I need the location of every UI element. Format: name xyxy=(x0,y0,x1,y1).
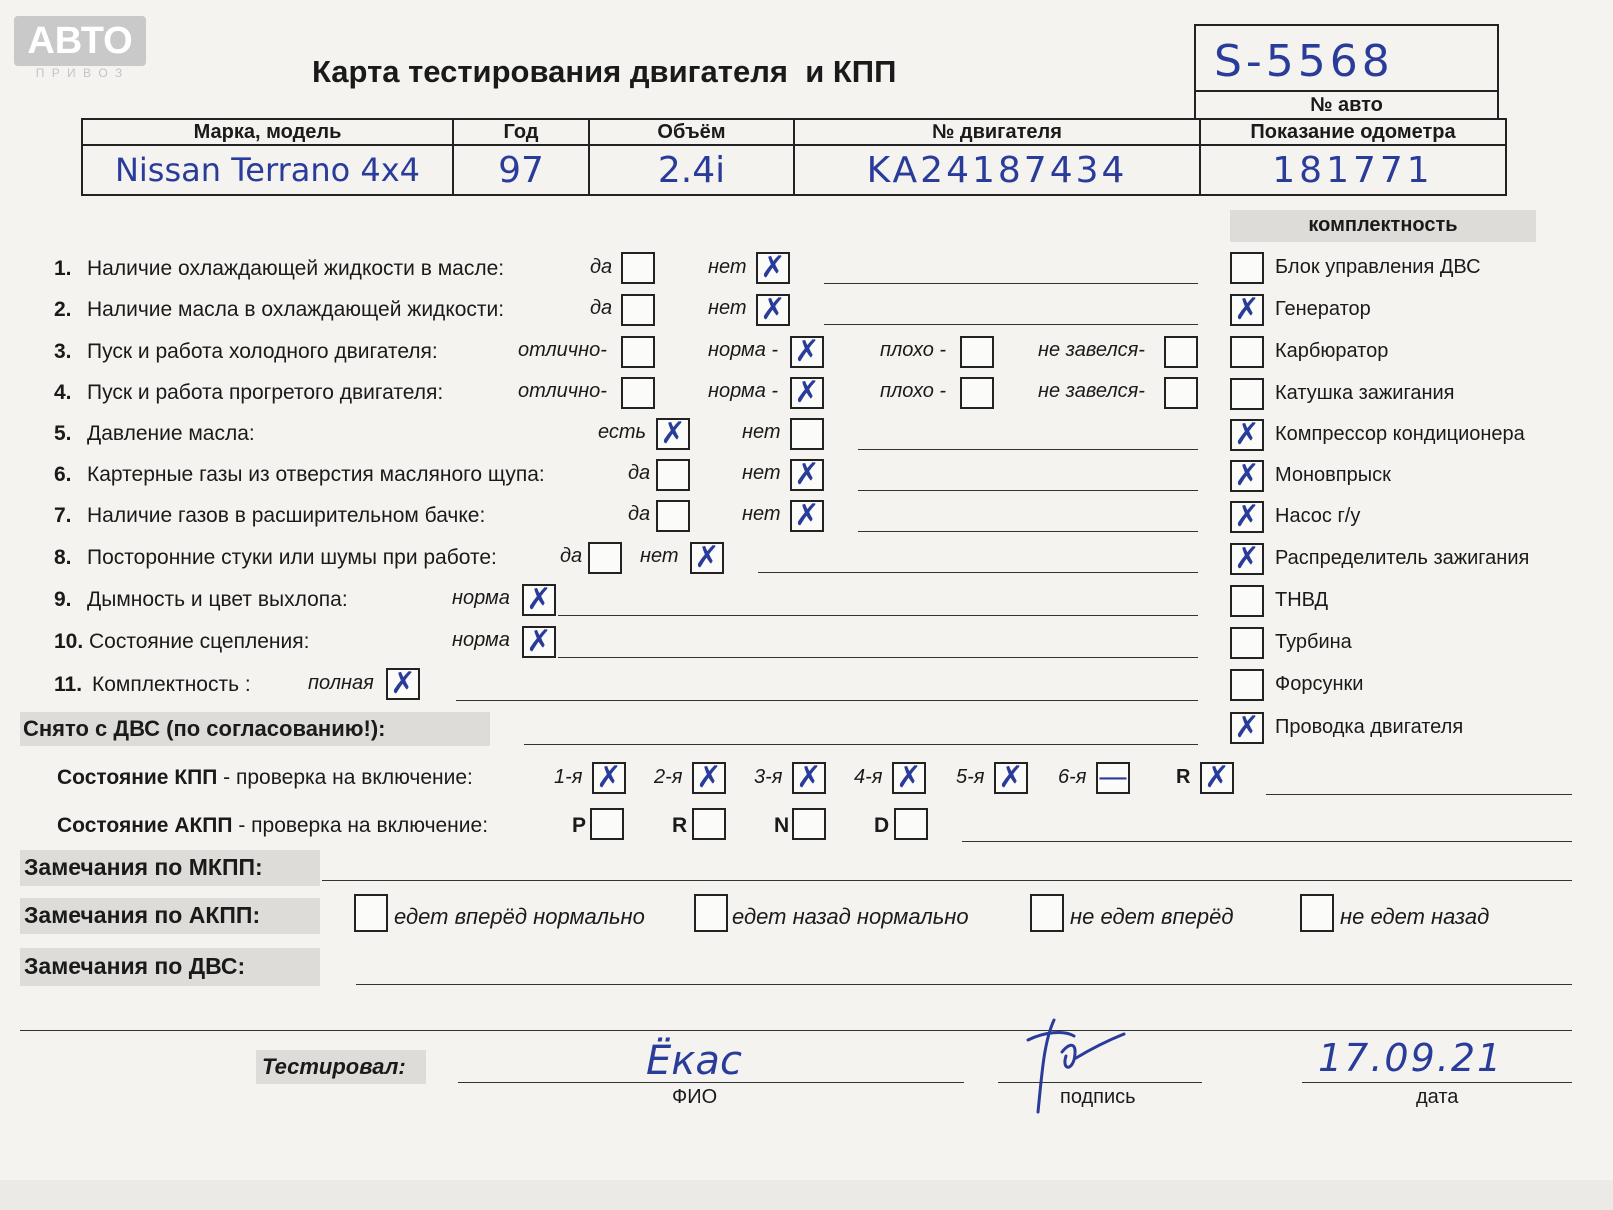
akpp-mode-checkbox[interactable] xyxy=(894,808,928,840)
car-number-label: № авто xyxy=(1310,94,1383,116)
option-checkbox[interactable] xyxy=(621,377,655,409)
fio-line[interactable] xyxy=(458,1082,964,1083)
komplekt-checkbox[interactable]: ✗ xyxy=(1230,543,1264,575)
kpp-label-bold: Состояние КПП xyxy=(57,766,218,789)
option-checkbox[interactable]: ✗ xyxy=(522,584,556,616)
option-label: нет xyxy=(742,462,781,484)
table-value-row xyxy=(82,145,1506,195)
akpp-remark-checkbox[interactable] xyxy=(1300,894,1334,932)
col-model: Марка, модель xyxy=(82,119,453,145)
akpp-remark-checkbox[interactable] xyxy=(354,894,388,932)
option-checkbox[interactable]: ✗ xyxy=(756,294,790,326)
komplekt-label: Генератор xyxy=(1275,298,1371,320)
tested-by-label: Тестировал: xyxy=(262,1054,406,1079)
akpp-mode-label: N xyxy=(774,814,790,837)
option-label: нет xyxy=(708,256,747,278)
comment-line[interactable] xyxy=(858,531,1198,532)
question-text: Дымность и цвет выхлопа: xyxy=(87,588,348,611)
option-checkbox[interactable]: ✗ xyxy=(790,377,824,409)
akpp-mode-checkbox[interactable] xyxy=(692,808,726,840)
akpp-mode-checkbox[interactable] xyxy=(792,808,826,840)
signature-line[interactable] xyxy=(998,1082,1202,1083)
logo-brand: АВТО xyxy=(14,16,146,66)
col-volume: Объём xyxy=(589,119,794,145)
comment-line[interactable] xyxy=(824,324,1198,325)
gear-checkbox[interactable]: — xyxy=(1098,760,1128,795)
question-text: Картерные газы из отверстия масляного щупа: xyxy=(87,463,545,486)
option-checkbox[interactable] xyxy=(621,294,655,326)
komplekt-checkbox[interactable]: ✗ xyxy=(1230,501,1264,533)
option-label: плохо - xyxy=(880,380,947,402)
komplekt-label: Катушка зажигания xyxy=(1275,382,1455,404)
komplekt-checkbox[interactable] xyxy=(1230,378,1264,410)
kpp-label-rest: - проверка на включение: xyxy=(217,766,473,789)
question-number: 6. xyxy=(54,463,72,486)
komplekt-checkbox[interactable] xyxy=(1230,252,1264,284)
komplekt-checkbox[interactable] xyxy=(1230,336,1264,368)
gear-checkbox[interactable]: ✗ xyxy=(792,762,826,794)
remarks-dvs-line-2[interactable] xyxy=(20,1030,1572,1031)
komplekt-label: Насос г/у xyxy=(1275,505,1361,527)
option-label: да xyxy=(628,462,651,484)
option-label: нет xyxy=(640,545,679,567)
logo-sub: П Р И В О З xyxy=(35,66,125,80)
komplekt-checkbox[interactable]: ✗ xyxy=(1230,419,1264,451)
option-checkbox[interactable]: ✗ xyxy=(790,459,824,491)
comment-line[interactable] xyxy=(558,657,1198,658)
question-text: Состояние сцепления: xyxy=(89,630,310,653)
option-label: нет xyxy=(708,297,747,319)
gear-label: 1-я xyxy=(554,766,583,788)
remarks-dvs-label: Замечания по ДВС: xyxy=(24,953,246,979)
option-checkbox[interactable]: ✗ xyxy=(656,418,690,450)
kpp-line[interactable] xyxy=(1266,794,1572,795)
question-text: Наличие охлаждающей жидкости в масле: xyxy=(87,257,505,280)
gear-label: R xyxy=(1176,766,1191,788)
car-number-box xyxy=(1194,24,1499,118)
logo xyxy=(14,16,146,82)
option-checkbox[interactable]: ✗ xyxy=(386,668,420,700)
fio-value: Ёкас xyxy=(646,1038,742,1084)
option-label: отлично- xyxy=(518,380,607,402)
page-title: Карта тестирования двигателя и КПП xyxy=(312,54,897,89)
col-engine-no: № двигателя xyxy=(794,119,1200,145)
option-checkbox[interactable] xyxy=(790,418,824,450)
akpp-mode-label: P xyxy=(572,814,587,837)
remarks-dvs-line[interactable] xyxy=(356,984,1572,985)
option-checkbox[interactable]: ✗ xyxy=(790,500,824,532)
remarks-akpp-label: Замечания по АКПП: xyxy=(24,902,261,928)
akpp-mode-label: R xyxy=(672,814,688,837)
komplekt-checkbox[interactable]: ✗ xyxy=(1230,294,1264,326)
option-checkbox[interactable]: ✗ xyxy=(790,336,824,368)
komplekt-checkbox[interactable]: ✗ xyxy=(1230,460,1264,492)
option-label: да xyxy=(628,503,651,525)
comment-line[interactable] xyxy=(558,615,1198,616)
komplekt-label: Распределитель зажигания xyxy=(1275,547,1530,569)
option-checkbox[interactable] xyxy=(656,500,690,532)
question-number: 11. xyxy=(54,673,83,696)
option-label: да xyxy=(590,256,613,278)
komplekt-title: комплектность xyxy=(1308,214,1458,236)
option-label: полная xyxy=(308,672,374,694)
akpp-remark-option: едет назад нормально xyxy=(732,904,969,929)
value-year: 97 xyxy=(453,145,589,195)
option-checkbox[interactable] xyxy=(621,252,655,284)
option-checkbox[interactable] xyxy=(1164,377,1198,409)
remarks-mkpp-line[interactable] xyxy=(322,880,1572,881)
akpp-line[interactable] xyxy=(962,841,1572,842)
comment-line[interactable] xyxy=(758,572,1198,573)
vehicle-info-table xyxy=(81,118,1507,196)
gear-label: 2-я xyxy=(654,766,683,788)
komplekt-label: Форсунки xyxy=(1275,673,1364,695)
car-number-divider xyxy=(1196,90,1497,92)
option-label: норма - xyxy=(708,339,779,361)
option-label: норма - xyxy=(708,380,779,402)
komplekt-checkbox[interactable] xyxy=(1230,627,1264,659)
car-number-value: S-5568 xyxy=(1214,36,1394,87)
komplekt-label: Проводка двигателя xyxy=(1275,716,1464,738)
gear-label: 5-я xyxy=(956,766,985,788)
table-header-row xyxy=(82,119,1506,145)
question-text: Пуск и работа холодного двигателя: xyxy=(87,340,438,363)
option-checkbox[interactable]: ✗ xyxy=(522,626,556,658)
gear-checkbox[interactable]: ✗ xyxy=(1200,762,1234,794)
komplekt-label: ТНВД xyxy=(1275,589,1329,611)
option-checkbox[interactable]: ✗ xyxy=(756,252,790,284)
question-text: Комплектность : xyxy=(92,673,251,696)
question-number: 9. xyxy=(54,588,72,611)
option-label: отлично- xyxy=(518,339,607,361)
value-model: Nissan Terrano 4x4 xyxy=(82,145,453,195)
option-label: норма xyxy=(452,629,510,651)
komplekt-checkbox[interactable]: ✗ xyxy=(1230,712,1264,744)
option-checkbox[interactable] xyxy=(960,377,994,409)
akpp-mode-label: D xyxy=(874,814,890,837)
komplekt-label: Турбина xyxy=(1275,631,1352,653)
date-label: дата xyxy=(1416,1086,1459,1108)
kpp-label xyxy=(57,766,473,790)
col-odometer: Показание одометра xyxy=(1200,119,1506,145)
option-checkbox[interactable]: ✗ xyxy=(690,542,724,574)
col-year: Год xyxy=(453,119,589,145)
question-text: Пуск и работа прогретого двигателя: xyxy=(87,381,444,404)
akpp-remark-option: не едет вперёд xyxy=(1070,904,1234,929)
option-label: нет xyxy=(742,503,781,525)
option-checkbox[interactable] xyxy=(1164,336,1198,368)
option-label: да xyxy=(560,545,583,567)
gear-checkbox[interactable]: ✗ xyxy=(592,762,626,794)
option-label: норма xyxy=(452,587,510,609)
gear-checkbox[interactable]: ✗ xyxy=(994,762,1028,794)
komplekt-label: Компрессор кондиционера xyxy=(1275,423,1525,445)
comment-line[interactable] xyxy=(858,449,1198,450)
comment-line[interactable] xyxy=(858,490,1198,491)
option-checkbox[interactable] xyxy=(621,336,655,368)
question-number: 8. xyxy=(54,546,72,569)
option-label: не завелся- xyxy=(1038,380,1145,402)
question-number: 3. xyxy=(54,340,72,363)
komplekt-label: Блок управления ДВС xyxy=(1275,256,1481,278)
question-text: Наличие масла в охлаждающей жидкости: xyxy=(87,298,505,321)
question-text: Наличие газов в расширительном бачке: xyxy=(87,504,486,527)
komplekt-checkbox[interactable] xyxy=(1230,585,1264,617)
question-text: Давление масла: xyxy=(87,422,255,445)
value-odometer: 181771 xyxy=(1200,145,1506,195)
akpp-remark-checkbox[interactable] xyxy=(1030,894,1064,932)
remarks-mkpp-label: Замечания по МКПП: xyxy=(24,854,263,880)
value-engine-no: KA24187434 xyxy=(794,145,1200,195)
akpp-remark-option: едет вперёд нормально xyxy=(394,904,645,929)
option-checkbox[interactable] xyxy=(960,336,994,368)
fio-label: ФИО xyxy=(672,1086,718,1108)
question-number: 4. xyxy=(54,381,72,404)
akpp-mode-checkbox[interactable] xyxy=(590,808,624,840)
gear-label: 3-я xyxy=(754,766,783,788)
date-value: 17.09.21 xyxy=(1318,1036,1504,1080)
akpp-label-bold: Состояние АКПП xyxy=(57,814,233,837)
comment-line[interactable] xyxy=(456,700,1198,701)
option-label: есть xyxy=(598,421,647,443)
option-checkbox[interactable] xyxy=(588,542,622,574)
gear-checkbox[interactable]: ✗ xyxy=(892,762,926,794)
komplekt-label: Моновпрыск xyxy=(1275,464,1391,486)
comment-line[interactable] xyxy=(824,283,1198,284)
gear-checkbox[interactable]: ✗ xyxy=(692,762,726,794)
question-number: 5. xyxy=(54,422,72,445)
akpp-remark-checkbox[interactable] xyxy=(694,894,728,932)
akpp-label xyxy=(57,814,488,838)
option-label: да xyxy=(590,297,613,319)
removed-line[interactable] xyxy=(524,744,1198,745)
page-edge xyxy=(0,1180,1613,1210)
question-number: 7. xyxy=(54,504,72,527)
question-number: 10. xyxy=(54,630,84,653)
question-number: 1. xyxy=(54,257,72,280)
option-label: нет xyxy=(742,421,781,443)
date-line[interactable] xyxy=(1302,1082,1572,1083)
akpp-remark-option: не едет назад xyxy=(1340,904,1490,929)
gear-label: 4-я xyxy=(854,766,883,788)
komplekt-label: Карбюратор xyxy=(1275,340,1389,362)
komplekt-checkbox[interactable] xyxy=(1230,669,1264,701)
question-text: Посторонние стуки или шумы при работе: xyxy=(87,546,497,569)
option-checkbox[interactable] xyxy=(656,459,690,491)
option-label: не завелся- xyxy=(1038,339,1145,361)
akpp-label-rest: - проверка на включение: xyxy=(232,814,489,837)
signature-label: подпись xyxy=(1060,1086,1136,1108)
option-label: плохо - xyxy=(880,339,947,361)
value-volume: 2.4i xyxy=(589,145,794,195)
question-number: 2. xyxy=(54,298,72,321)
removed-label: Снято с ДВС (по согласованию!): xyxy=(23,716,386,741)
gear-label: 6-я xyxy=(1058,766,1087,788)
